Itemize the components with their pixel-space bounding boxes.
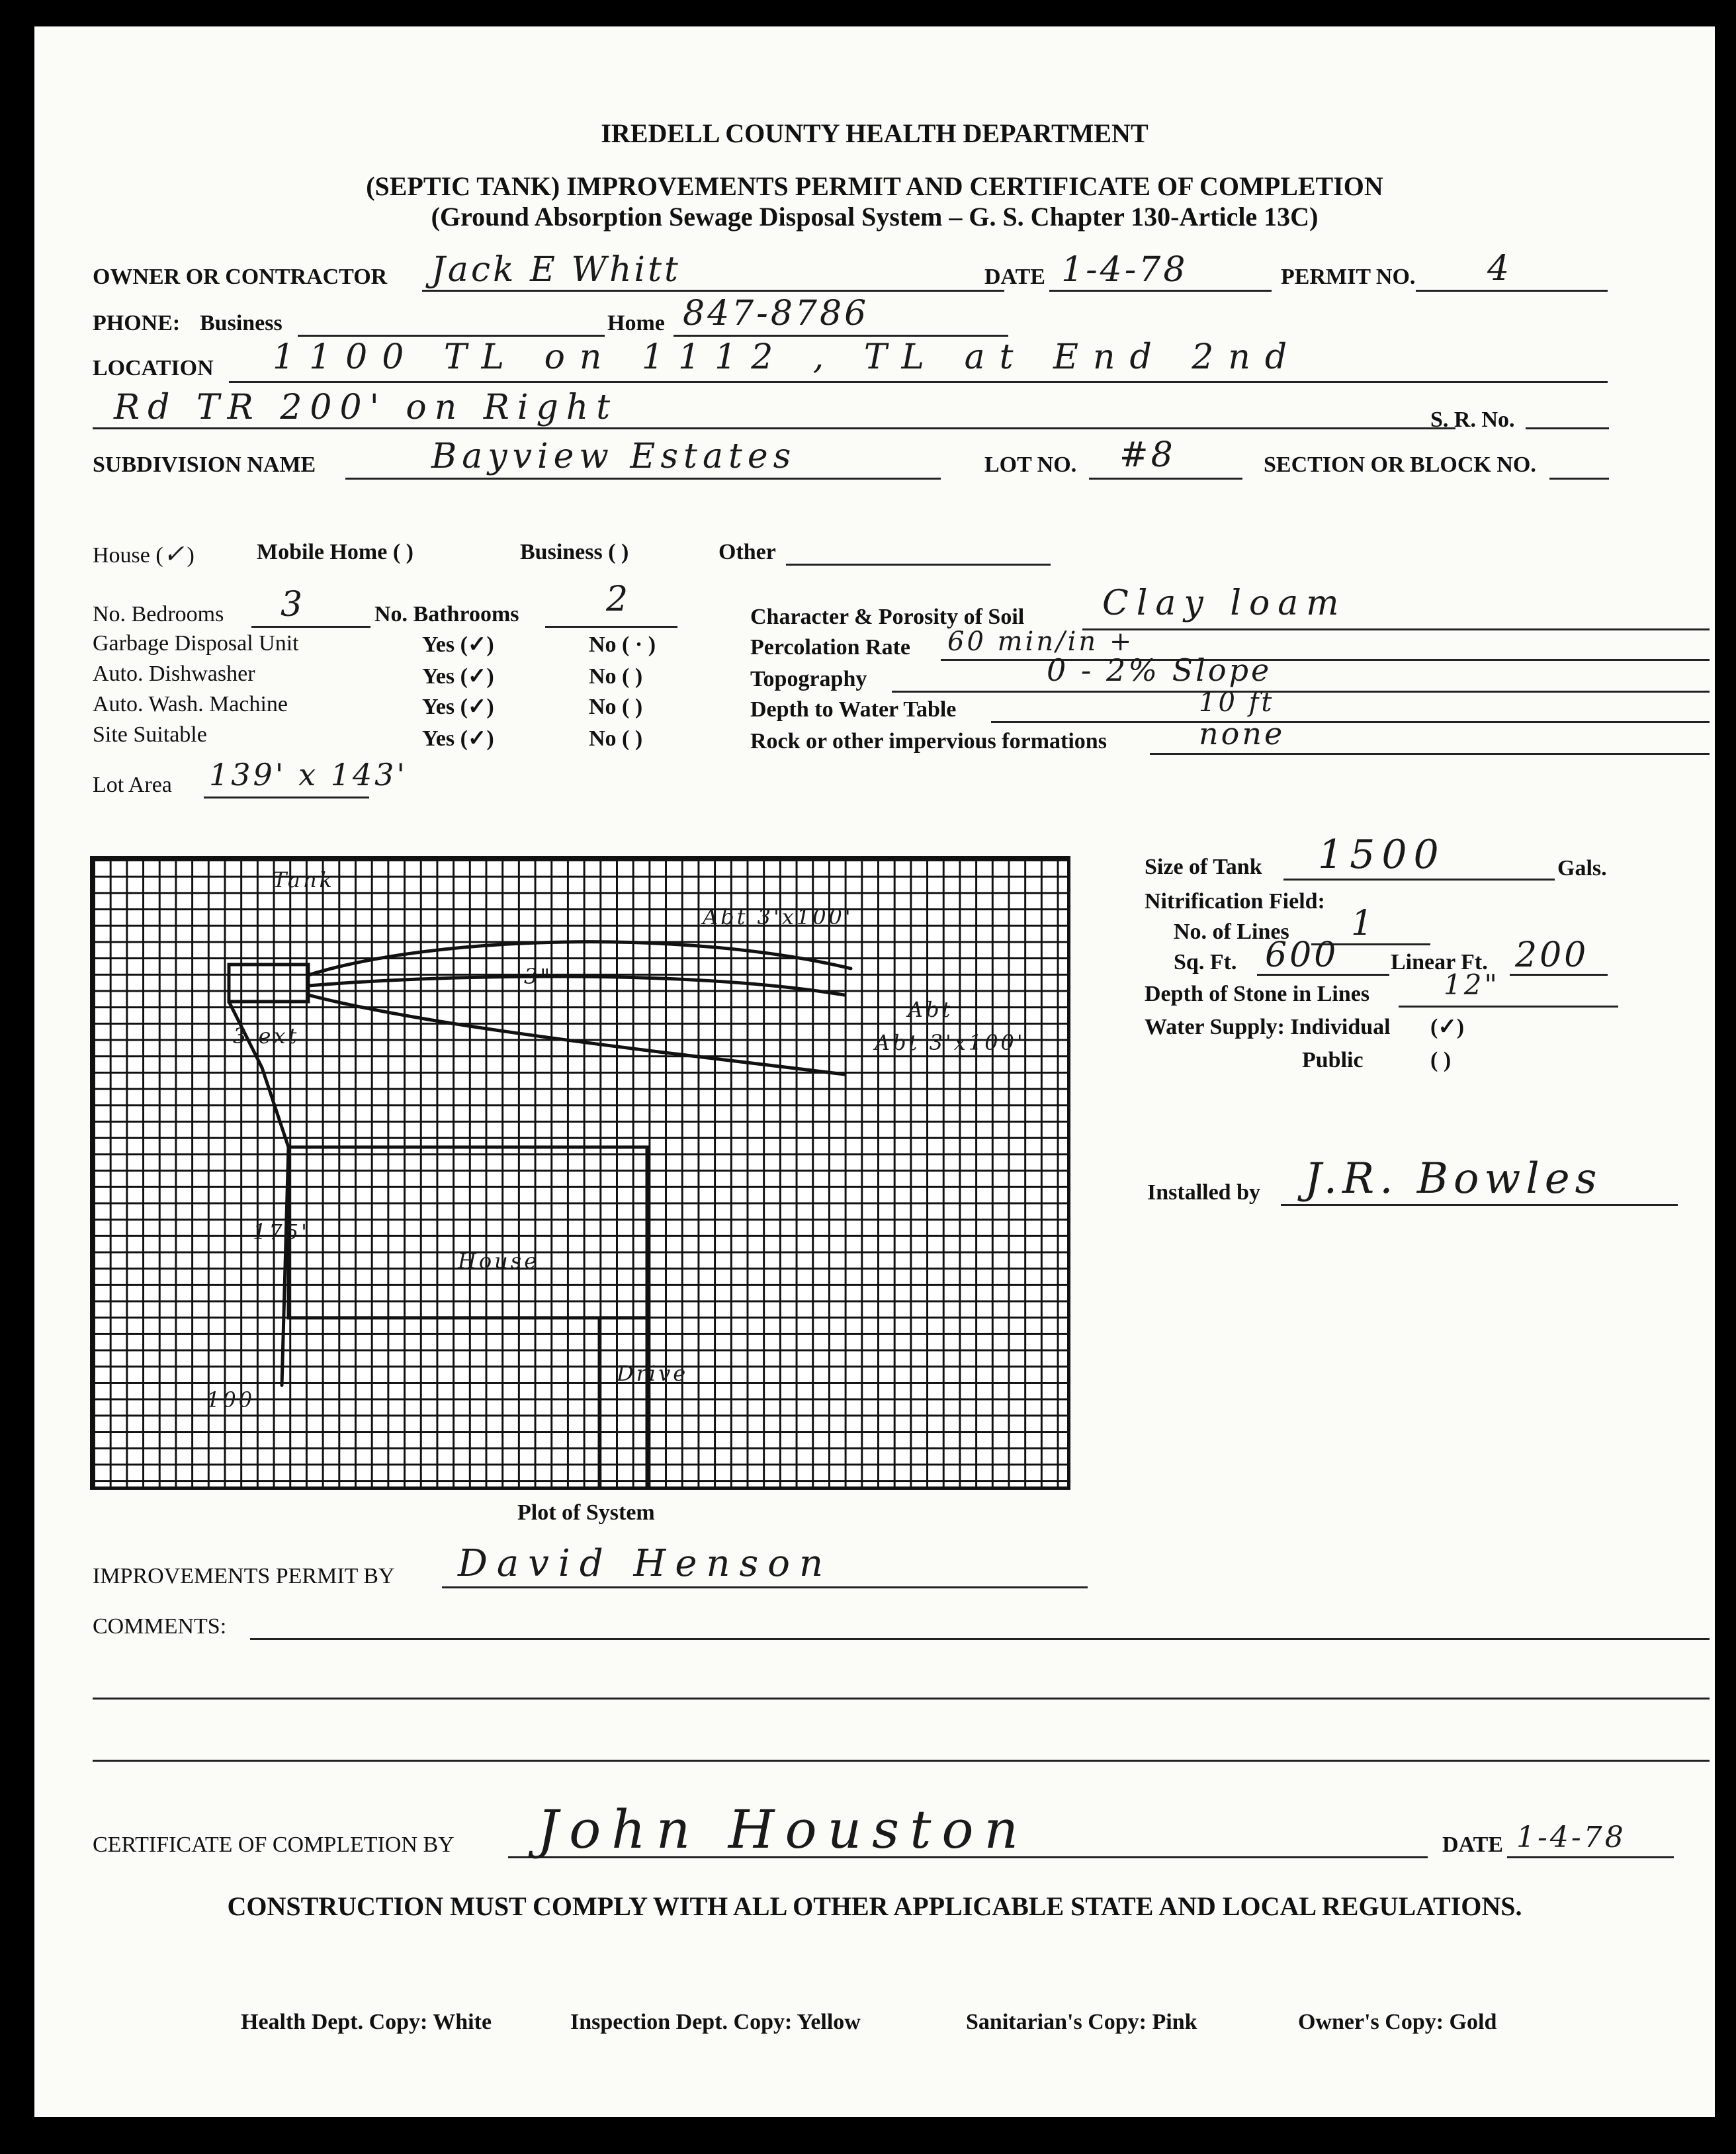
- plot-note-100: 100': [206, 1387, 263, 1412]
- bathrooms-line: [545, 626, 677, 628]
- water-supply-label: Water Supply: Individual: [1145, 1015, 1391, 1039]
- tank-size-value[interactable]: 1500: [1318, 832, 1446, 878]
- comments-line-1: [250, 1638, 1710, 1640]
- public-label: Public: [1302, 1048, 1364, 1072]
- form-subtitle: (Ground Absorption Sewage Disposal System – G. S. Chapter 130-Article 13C): [431, 202, 1319, 232]
- water-table-line: [991, 721, 1710, 723]
- permit-form: [34, 26, 1715, 2117]
- plot-note-abt-2: Abt 3'x100': [875, 1030, 1025, 1055]
- wash-machine-yes[interactable]: Yes (✓): [422, 695, 494, 719]
- department-heading: IREDELL COUNTY HEALTH DEPARTMENT: [601, 118, 1149, 148]
- stone-depth-value[interactable]: 12": [1444, 969, 1500, 1001]
- soil-character-line: [1082, 628, 1710, 630]
- permit-no-line: [1416, 290, 1608, 292]
- garbage-disposal-label: Garbage Disposal Unit: [93, 631, 299, 656]
- wash-machine-label: Auto. Wash. Machine: [93, 692, 288, 716]
- plot-note-175: 175': [253, 1219, 310, 1244]
- sq-ft-label: Sq. Ft.: [1174, 950, 1237, 974]
- site-suitable-no[interactable]: No ( ): [589, 726, 643, 751]
- subdivision-value[interactable]: Bayview Estates: [431, 437, 797, 476]
- water-table-label: Depth to Water Table: [750, 697, 957, 722]
- other-label: Other: [718, 540, 776, 564]
- dishwasher-yes[interactable]: Yes (✓): [422, 664, 494, 689]
- drain-line-outer: [308, 942, 851, 975]
- owner-value[interactable]: Jack E Whitt: [431, 250, 681, 290]
- comments-line-2: [93, 1698, 1710, 1700]
- soil-character-value[interactable]: Clay loam: [1102, 583, 1347, 623]
- location-value-2[interactable]: Rd TR 200' on Right: [114, 388, 619, 427]
- plot-note-drive: Drive: [617, 1361, 689, 1386]
- dishwasher-label: Auto. Dishwasher: [93, 662, 255, 686]
- other-line: [786, 564, 1051, 566]
- linear-ft-label: Linear Ft.: [1391, 950, 1488, 974]
- lot-no-label: LOT NO.: [984, 452, 1077, 477]
- house-close: ): [187, 543, 195, 568]
- business-option[interactable]: Business ( ): [520, 540, 629, 564]
- lot-area-value[interactable]: 139' x 143': [209, 757, 408, 793]
- sr-no-label: S. R. No.: [1430, 408, 1515, 432]
- lot-area-line: [204, 797, 369, 798]
- bathrooms-label: No. Bathrooms: [374, 602, 519, 626]
- sq-ft-value[interactable]: 600: [1265, 935, 1339, 975]
- permit-no-value[interactable]: 4: [1487, 249, 1512, 288]
- perc-rate-value[interactable]: 60 min/in +: [947, 626, 1135, 657]
- date-value[interactable]: 1-4-78: [1061, 250, 1188, 290]
- no-of-lines-label: No. of Lines: [1174, 920, 1289, 944]
- location-line-2: [93, 427, 1455, 429]
- business-phone-line: [298, 335, 605, 337]
- regulations-notice: CONSTRUCTION MUST COMPLY WITH ALL OTHER APPLICABLE STATE AND LOCAL REGULATIONS.: [227, 1891, 1522, 1921]
- form-title: (SEPTIC TANK) IMPROVEMENTS PERMIT AND CERTIFICATE OF COMPLETION: [366, 171, 1383, 201]
- owner-line: [422, 290, 1004, 292]
- bedrooms-line: [251, 626, 370, 628]
- plot-note-house: House: [458, 1248, 540, 1273]
- sr-no-line: [1526, 427, 1609, 429]
- plot-caption: Plot of System: [517, 1500, 655, 1525]
- rock-formations-line: [1150, 753, 1710, 755]
- copy-owner: Owner's Copy: Gold: [1298, 2010, 1497, 2034]
- home-phone-line: [673, 335, 1008, 337]
- completion-date-value[interactable]: 1-4-78: [1516, 1821, 1626, 1854]
- lot-no-line: [1089, 478, 1242, 480]
- water-table-value[interactable]: 10 ft: [1199, 687, 1275, 718]
- certificate-signature[interactable]: John Houston: [537, 1799, 1029, 1860]
- public-check[interactable]: ( ): [1430, 1048, 1452, 1072]
- section-block-label: SECTION OR BLOCK NO.: [1264, 452, 1536, 477]
- improvements-permit-line: [442, 1586, 1088, 1588]
- topography-line: [892, 691, 1710, 693]
- permit-no-label: PERMIT NO.: [1281, 265, 1416, 289]
- date-line: [1049, 290, 1272, 292]
- plot-note-abt-3: Abt: [908, 997, 953, 1022]
- lot-area-label: Lot Area: [93, 773, 172, 797]
- site-suitable-label: Site Suitable: [93, 722, 207, 747]
- business-phone-label: Business: [200, 311, 282, 335]
- wash-machine-no[interactable]: No ( ): [589, 695, 643, 719]
- drain-line-mid: [308, 976, 844, 995]
- house-option[interactable]: [93, 541, 195, 567]
- copy-inspection-dept: Inspection Dept. Copy: Yellow: [570, 2010, 861, 2034]
- tank-size-line: [1283, 879, 1555, 881]
- improvements-permit-signature[interactable]: David Henson: [458, 1542, 833, 1585]
- improvements-permit-label: IMPROVEMENTS PERMIT BY: [93, 1564, 395, 1588]
- house-sketch: [288, 1147, 647, 1318]
- location-value-1[interactable]: 1100 TL on 1112 , TL at End 2nd: [273, 337, 1302, 377]
- copy-sanitarian: Sanitarian's Copy: Pink: [966, 2010, 1197, 2034]
- tank-size-unit: Gals.: [1557, 856, 1607, 881]
- date-label: DATE: [984, 265, 1045, 289]
- copy-health-dept: Health Dept. Copy: White: [241, 2010, 492, 2034]
- stone-depth-line: [1399, 1006, 1618, 1008]
- subdivision-label: SUBDIVISION NAME: [93, 452, 316, 477]
- tank-sketch: [229, 965, 308, 1002]
- bedrooms-value[interactable]: 3: [281, 585, 306, 625]
- dishwasher-no[interactable]: No ( ): [589, 664, 643, 689]
- plot-note-ext: 3 ext: [233, 1023, 300, 1049]
- installed-by-line: [1281, 1204, 1678, 1206]
- tank-size-label: Size of Tank: [1145, 855, 1262, 879]
- garbage-disposal-yes[interactable]: Yes (✓): [422, 632, 494, 657]
- bathrooms-value[interactable]: 2: [606, 580, 631, 619]
- lot-no-value[interactable]: #8: [1119, 435, 1176, 475]
- completion-date-label: DATE: [1442, 1832, 1503, 1857]
- subdivision-line: [345, 478, 941, 480]
- home-phone-label: Home: [607, 311, 665, 335]
- home-phone-value[interactable]: 847-8786: [683, 294, 869, 333]
- phone-label: PHONE:: [93, 311, 181, 335]
- plot-note-tank: Tank: [273, 867, 335, 892]
- rock-formations-value[interactable]: none: [1199, 716, 1285, 752]
- plot-note-3in: 3": [524, 964, 553, 989]
- house-check: ✓: [163, 539, 187, 568]
- rock-formations-label: Rock or other impervious formations: [750, 729, 1107, 754]
- comments-label: COMMENTS:: [93, 1614, 227, 1639]
- house-label: House (: [93, 543, 163, 568]
- bedrooms-label: No. Bedrooms: [93, 602, 224, 626]
- certificate-label: CERTIFICATE OF COMPLETION BY: [93, 1832, 455, 1857]
- drain-line-inner: [308, 995, 844, 1074]
- topography-label: Topography: [750, 667, 867, 691]
- site-suitable-yes[interactable]: Yes (✓): [422, 726, 494, 751]
- section-block-line: [1549, 478, 1609, 480]
- comments-line-3: [93, 1760, 1710, 1762]
- location-line-1: [229, 381, 1608, 383]
- perc-rate-label: Percolation Rate: [750, 635, 911, 660]
- stone-depth-label: Depth of Stone in Lines: [1145, 982, 1370, 1006]
- installed-by-signature[interactable]: J.R. Bowles: [1305, 1154, 1602, 1203]
- soil-character-label: Character & Porosity of Soil: [750, 605, 1025, 629]
- owner-label: OWNER OR CONTRACTOR: [93, 265, 388, 289]
- mobile-home-option[interactable]: Mobile Home ( ): [257, 540, 413, 564]
- completion-date-line: [1507, 1856, 1674, 1858]
- garbage-disposal-no[interactable]: No ( · ): [589, 632, 656, 657]
- location-label: LOCATION: [93, 356, 214, 380]
- topography-value[interactable]: 0 - 2% Slope: [1047, 652, 1272, 688]
- nitrification-field-label: Nitrification Field:: [1145, 889, 1325, 914]
- linear-ft-value[interactable]: 200: [1515, 935, 1589, 975]
- no-of-lines-value[interactable]: 1: [1351, 904, 1376, 943]
- installed-by-label: Installed by: [1147, 1180, 1260, 1205]
- plot-note-abt-1: Abt 3'x100': [703, 904, 853, 929]
- individual-check[interactable]: (✓): [1430, 1015, 1465, 1039]
